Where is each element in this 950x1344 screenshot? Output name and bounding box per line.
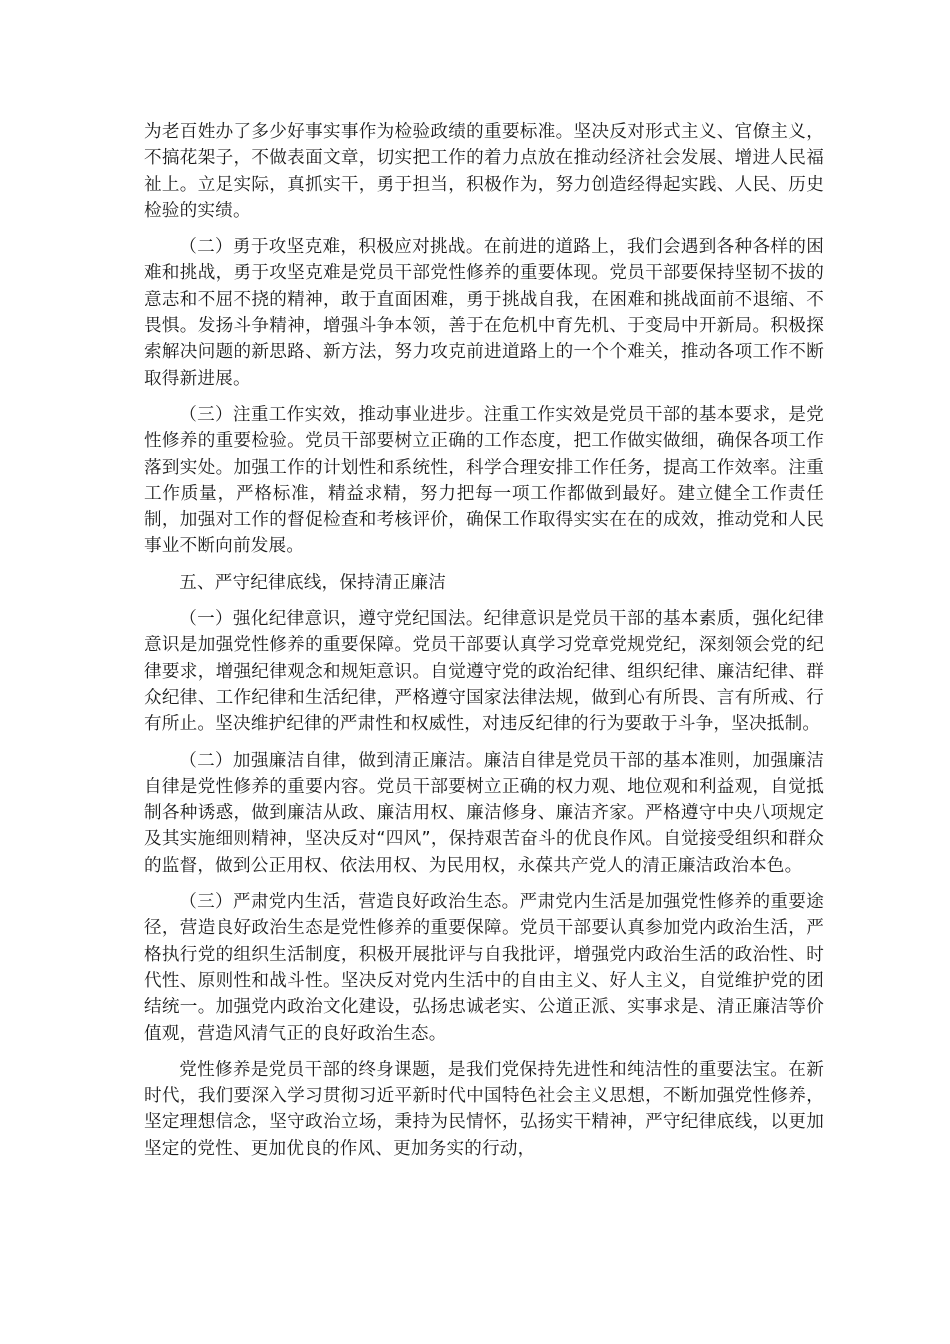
paragraph-integrity-self-discipline: （二）加强廉洁自律，做到清正廉洁。廉洁自律是党员干部的基本准则，加强廉洁自律是党性修养的重要内容。党员干部要树立正确的权力观、地位观和利益观，自觉抵制各种诱惑，做到廉洁从政、廉洁用权、廉洁修身、廉洁齐家。严格遵守中央八项规定及其实施细则精神，坚决反对“四风”，保持艰苦奋斗的优良作风。自觉接受组织和群众的监督，做到公正用权、依法用权、为民用权，永葆共产党人的清正廉洁政治本色。 xyxy=(144,750,824,876)
section-heading-five: 五、严守纪律底线，保持清正廉洁 xyxy=(179,572,447,593)
paragraph-discipline-awareness: （一）强化纪律意识，遵守党纪国法。纪律意识是党员干部的基本素质，强化纪律意识是加强党性修养的重要保障。党员干部要认真学习党章党规党纪，深刻领会党的纪律要求，增强纪律观念和规矩意识。自觉遵守党的政治纪律、组织纪律、廉洁纪律、群众纪律、工作纪律和生活纪律，严格遵守国家法律法规，做到心有所畏、言有所戒、行有所止。坚决维护纪律的严肃性和权威性，对违反纪律的行为要敢于斗争，坚决抵制。 xyxy=(144,609,824,735)
paragraph-overcome-difficulties: （二）勇于攻坚克难，积极应对挑战。在前进的道路上，我们会遇到各种各样的困难和挑战，勇于攻坚克难是党员干部党性修养的重要体现。党员干部要保持坚韧不拔的意志和不屈不挠的精神，敢于直面困难，勇于挑战自我，在困难和挑战面前不退缩、不畏惧。发扬斗争精神，增强斗争本领，善于在危机中育先机、于变局中开新局。积极探索解决问题的新思路、新方法，努力攻克前进道路上的一个个难关，推动各项工作不断取得新进展。 xyxy=(144,237,824,389)
paragraph-conclusion: 党性修养是党员干部的终身课题，是我们党保持先进性和纯洁性的重要法宝。在新时代，我们要深入学习贯彻习近平新时代中国特色社会主义思想，不断加强党性修养，坚定理想信念，坚守政治立场，秉持为民情怀，弘扬实干精神，严守纪律底线，以更加坚定的党性、更加优良的作风、更加务实的行动， xyxy=(144,1059,824,1159)
paragraph-continuation: 为老百姓办了多少好事实事作为检验政绩的重要标准。坚决反对形式主义、官僚主义，不搞花架子，不做表面文章，切实把工作的着力点放在推动经济社会发展、增进人民福祉上。立足实际，真抓实干，勇于担当，积极作为，努力创造经得起实践、人民、历史检验的实绩。 xyxy=(144,122,824,221)
paragraph-party-life: （三）严肃党内生活，营造良好政治生态。严肃党内生活是加强党性修养的重要途径，营造良好政治生态是党性修养的重要保障。党员干部要认真参加党内政治生活，严格执行党的组织生活制度，积极开展批评与自我批评，增强党内政治生活的政治性、时代性、原则性和战斗性。坚决反对党内生活中的自由主义、好人主义，自觉维护党的团结统一。加强党内政治文化建设，弘扬忠诚老实、公道正派、实事求是、清正廉洁等价值观，营造风清气正的良好政治生态。 xyxy=(144,892,824,1044)
document-body xyxy=(144,119,824,1172)
paragraph-work-effectiveness: （三）注重工作实效，推动事业进步。注重工作实效是党员干部的基本要求，是党性修养的重要检验。党员干部要树立正确的工作态度，把工作做实做细，确保各项工作落到实处。加强工作的计划性和系统性，科学合理安排工作任务，提高工作效率。注重工作质量，严格标准，精益求精，努力把每一项工作都做到最好。建立健全工作责任制，加强对工作的督促检查和考核评价，确保工作取得实实在在的成效，推动党和人民事业不断向前发展。 xyxy=(144,404,824,557)
